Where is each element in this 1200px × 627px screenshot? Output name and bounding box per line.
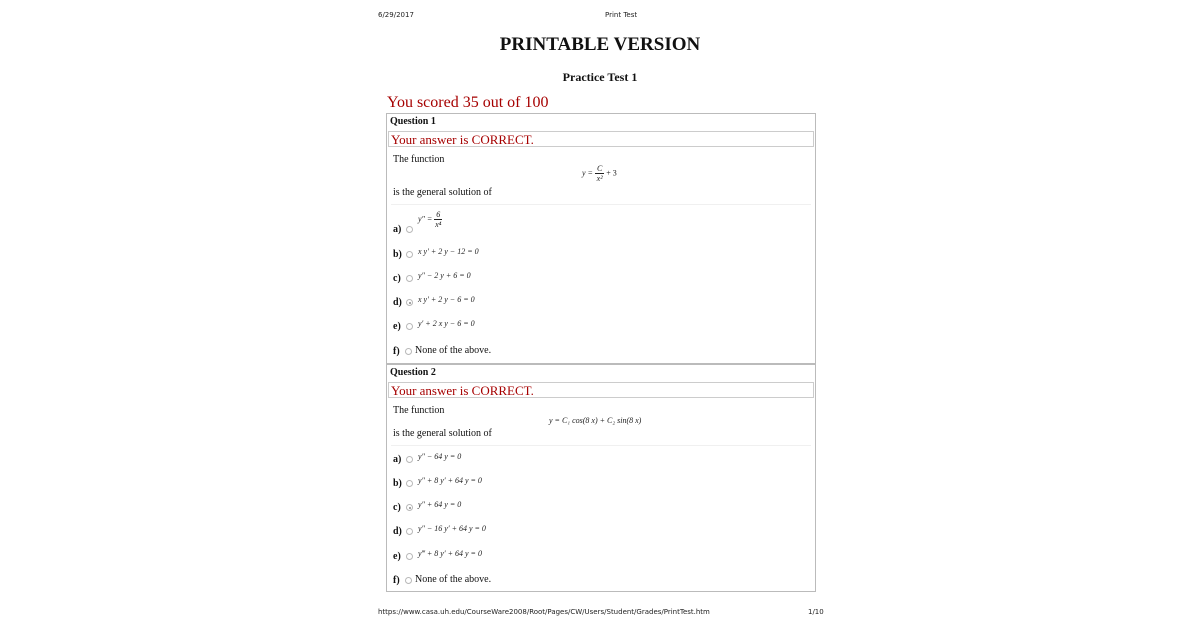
radio-button[interactable] (406, 226, 413, 233)
radio-button[interactable] (405, 577, 412, 584)
fraction-numerator: 6 (436, 210, 441, 219)
option-label: a) (393, 224, 402, 235)
option-label: d) (393, 297, 402, 308)
radio-button-selected[interactable] (406, 504, 413, 511)
equation-rhs: + 3 (606, 168, 617, 178)
option-label: e) (393, 551, 401, 562)
fraction-numerator: C (596, 164, 603, 173)
equation-fraction (595, 164, 604, 183)
question-heading: Question 2 (390, 367, 436, 378)
radio-button[interactable] (406, 275, 413, 282)
option-equation: y‴ + 8 y′ + 64 y = 0 (418, 549, 482, 558)
question-stem-intro: The function (393, 154, 445, 165)
question-stem-tail: is the general solution of (393, 428, 492, 439)
option-label: c) (393, 502, 401, 513)
option-label: c) (393, 273, 401, 284)
option-text: None of the above. (415, 574, 492, 585)
option-equation: x y′ + 2 y − 6 = 0 (418, 295, 475, 304)
option-fraction (434, 210, 442, 229)
option-equation: y″ + 8 y′ + 64 y = 0 (418, 476, 482, 485)
option-text: None of the above. (415, 345, 492, 356)
page-title: PRINTABLE VERSION (499, 34, 701, 55)
option-label: f) (393, 575, 400, 586)
radio-button[interactable] (406, 251, 413, 258)
radio-button[interactable] (405, 348, 412, 355)
option-equation: y″ + 64 y = 0 (418, 500, 462, 509)
radio-button-selected[interactable] (406, 299, 413, 306)
page-url: https://www.casa.uh.edu/CourseWare2008/Root/Pages/CW/Users/Student/Grades/PrintTest.htm (378, 608, 710, 616)
fraction-denominator: x² (596, 174, 603, 183)
print-date: 6/29/2017 (378, 11, 414, 19)
option-equation: x y′ + 2 y − 12 = 0 (418, 247, 479, 256)
option-equation-lhs: y″ = (418, 214, 433, 224)
option-label: a) (393, 454, 402, 465)
question-stem-intro: The function (393, 405, 445, 416)
option-equation (418, 210, 442, 229)
radio-button[interactable] (406, 456, 413, 463)
question-heading: Question 1 (390, 116, 436, 127)
radio-button[interactable] (406, 480, 413, 487)
option-equation: y″ − 2 y + 6 = 0 (418, 271, 471, 280)
radio-button[interactable] (406, 323, 413, 330)
fraction-denominator: x⁴ (435, 220, 442, 229)
option-label: f) (393, 346, 400, 357)
radio-button[interactable] (406, 528, 413, 535)
given-function-equation (582, 164, 617, 183)
option-label: e) (393, 321, 401, 332)
question-stem-tail: is the general solution of (393, 187, 492, 198)
answer-verdict: Your answer is CORRECT. (388, 382, 814, 398)
option-equation: y″ − 64 y = 0 (418, 452, 462, 461)
option-equation: y″ − 16 y′ + 64 y = 0 (418, 524, 486, 533)
option-label: b) (393, 478, 402, 489)
answer-verdict: Your answer is CORRECT. (388, 131, 814, 147)
score-text: You scored 35 out of 100 (387, 94, 549, 111)
question-1-panel (386, 113, 816, 364)
divider (391, 204, 811, 205)
option-equation: y′ + 2 x y − 6 = 0 (418, 319, 475, 328)
radio-button[interactable] (406, 553, 413, 560)
divider (391, 445, 811, 446)
option-label: b) (393, 249, 402, 260)
option-label: d) (393, 526, 402, 537)
page-number: 1/10 (808, 608, 824, 616)
test-name: Practice Test 1 (562, 70, 638, 84)
given-function-equation: y = C₁ cos(8 x) + C₂ sin(8 x) (549, 416, 642, 425)
equation-lhs: y = (582, 168, 593, 178)
print-header-title: Print Test (605, 11, 638, 19)
question-2-panel (386, 364, 816, 592)
